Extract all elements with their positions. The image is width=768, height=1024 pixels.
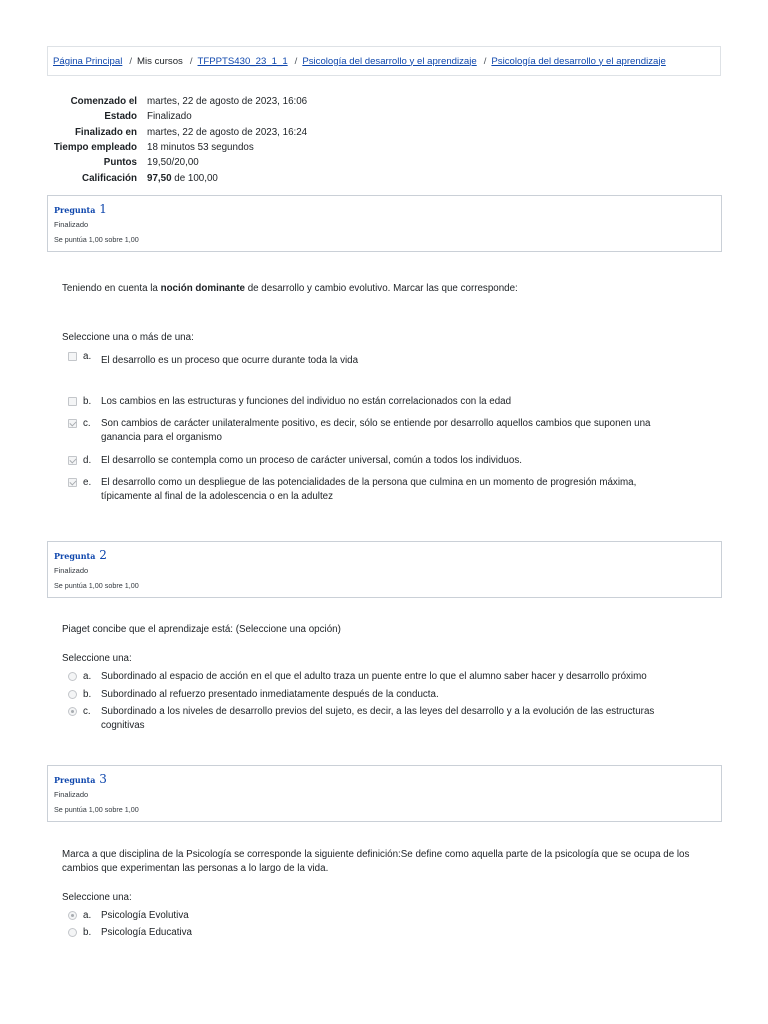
option-text: El desarrollo se contempla como un proceso de carácter universal, común a todos los individuos.	[101, 455, 522, 466]
option-text: Subordinado a los niveles de desarrollo previos del sujeto, es decir, a las leyes del desarrollo y a la evolución de las estructuras cognitivas	[101, 706, 655, 731]
question-number-value: 1	[99, 202, 107, 216]
question-2-option-b[interactable]	[68, 688, 688, 702]
question-1-text	[62, 282, 722, 296]
question-label: Pregunta	[54, 775, 96, 785]
option-text: El desarrollo es un proceso que ocurre durante toda la vida	[101, 355, 359, 366]
option-letter: b.	[83, 689, 92, 700]
summary-row-state	[47, 109, 307, 124]
question-text-part: de desarrollo y cambio evolutivo. Marcar las que corresponde:	[244, 283, 518, 294]
option-text: El desarrollo como un despliegue de las potencialidades de la persona que culmina en un momento de progresión máxima, típicamente al final de la adolescencia o en la adultez	[101, 477, 637, 502]
question-2-info	[47, 541, 722, 598]
summary-value: martes, 22 de agosto de 2023, 16:24	[147, 126, 308, 138]
summary-value: Finalizado	[147, 111, 192, 123]
option-letter: e.	[83, 477, 92, 488]
summary-row-marks	[47, 155, 307, 170]
summary-value: martes, 22 de agosto de 2023, 16:06	[147, 96, 308, 108]
checkbox-checked[interactable]	[68, 419, 77, 428]
question-number	[54, 770, 715, 788]
question-label: Pregunta	[54, 551, 96, 561]
question-number-value: 2	[99, 548, 107, 562]
question-3-text: Marca a que disciplina de la Psicología se corresponde la siguiente definición:Se define como aquella parte de la psicología que se ocupa de los cambios que experimentan las personas a lo largo de la vida.	[62, 849, 690, 874]
question-1-prompt: Seleccione una o más de una:	[62, 332, 194, 343]
question-2-option-c[interactable]	[68, 705, 688, 733]
breadcrumb-separator: /	[294, 55, 298, 67]
radio-button-selected[interactable]	[68, 707, 77, 716]
summary-row-finished	[47, 125, 307, 140]
option-text: Psicología Evolutiva	[101, 910, 189, 921]
summary-value: 19,50/20,00	[147, 157, 199, 169]
question-1-option-b[interactable]	[68, 395, 688, 409]
summary-row-time-taken	[47, 140, 307, 155]
question-state: Finalizado	[54, 566, 89, 575]
question-number	[54, 200, 715, 218]
breadcrumb-course-link[interactable]: TFPPTS430_23_1_1	[197, 55, 288, 67]
question-3-option-b[interactable]	[68, 926, 688, 940]
radio-button[interactable]	[68, 690, 77, 699]
summary-label: Comenzado el	[70, 96, 137, 108]
question-3-info	[47, 765, 722, 822]
checkbox[interactable]	[68, 397, 77, 406]
radio-button[interactable]	[68, 672, 77, 681]
option-text: Son cambios de carácter unilateralmente positivo, es decir, sólo se entiende por desarrollo aquellos cambios que suponen una ganancia para el organismo	[101, 418, 651, 443]
checkbox-checked[interactable]	[68, 456, 77, 465]
breadcrumb-my-courses: Mis cursos	[137, 55, 183, 67]
grade-max: de 100,00	[171, 172, 218, 184]
breadcrumb	[47, 46, 721, 76]
summary-value	[147, 170, 307, 185]
breadcrumb-separator: /	[189, 55, 193, 67]
summary-label: Estado	[104, 111, 137, 123]
question-1-option-d[interactable]	[68, 454, 688, 468]
breadcrumb-section-link[interactable]: Psicología del desarrollo y el aprendizaje	[302, 55, 477, 67]
breadcrumb-activity-link[interactable]: Psicología del desarrollo y el aprendizaje	[491, 55, 666, 67]
summary-label: Calificación	[82, 172, 137, 184]
question-label: Pregunta	[54, 205, 96, 215]
breadcrumb-separator: /	[129, 55, 133, 67]
question-2-option-a[interactable]	[68, 670, 688, 684]
question-grade: Se puntúa 1,00 sobre 1,00	[54, 805, 139, 814]
grade-score: 97,50	[147, 172, 172, 184]
question-grade: Se puntúa 1,00 sobre 1,00	[54, 581, 139, 590]
option-text: Psicología Educativa	[101, 927, 192, 938]
option-letter: d.	[83, 455, 92, 466]
option-letter: a.	[83, 910, 92, 921]
option-text: Subordinado al refuerzo presentado inmediatamente después de la conducta.	[101, 689, 439, 700]
option-letter: c.	[83, 706, 91, 717]
question-state: Finalizado	[54, 790, 89, 799]
question-grade: Se puntúa 1,00 sobre 1,00	[54, 235, 139, 244]
summary-row-grade	[47, 170, 307, 185]
question-number	[54, 546, 715, 564]
summary-label: Finalizado en	[74, 126, 137, 138]
radio-button-selected[interactable]	[68, 911, 77, 920]
summary-label: Puntos	[103, 157, 137, 169]
option-letter: b.	[83, 396, 92, 407]
question-text-part: Teniendo en cuenta la	[62, 283, 161, 294]
checkbox-checked[interactable]	[68, 478, 77, 487]
option-text: Los cambios en las estructuras y funciones del individuo no están correlacionados con la edad	[101, 396, 512, 407]
checkbox[interactable]	[68, 352, 77, 361]
option-letter: b.	[83, 927, 92, 938]
question-state: Finalizado	[54, 220, 89, 229]
option-letter: a.	[83, 671, 92, 682]
summary-row-started	[47, 94, 307, 109]
question-1-option-c[interactable]	[68, 417, 688, 445]
question-2-text: Piaget concibe que el aprendizaje está: (Seleccione una opción)	[62, 624, 341, 635]
attempt-summary-table	[47, 94, 307, 186]
option-letter: a.	[83, 351, 92, 362]
question-1-info	[47, 195, 722, 252]
question-number-value: 3	[99, 772, 107, 786]
question-1-option-e[interactable]	[68, 476, 688, 504]
radio-button[interactable]	[68, 928, 77, 937]
option-letter: c.	[83, 418, 91, 429]
question-3-option-a[interactable]	[68, 909, 688, 923]
breadcrumb-home-link[interactable]: Página Principal	[53, 55, 123, 67]
summary-label: Tiempo empleado	[53, 142, 137, 154]
option-text: Subordinado al espacio de acción en el que el adulto traza un puente entre lo que el alumno saber hacer y desarrollo próximo	[101, 671, 647, 682]
summary-value: 18 minutos 53 segundos	[147, 142, 254, 154]
breadcrumb-separator: /	[483, 55, 487, 67]
question-text-emphasis: noción dominante	[160, 283, 245, 294]
question-3-prompt: Seleccione una:	[62, 892, 132, 903]
question-1-option-a[interactable]	[68, 350, 688, 368]
question-2-prompt: Seleccione una:	[62, 653, 132, 664]
